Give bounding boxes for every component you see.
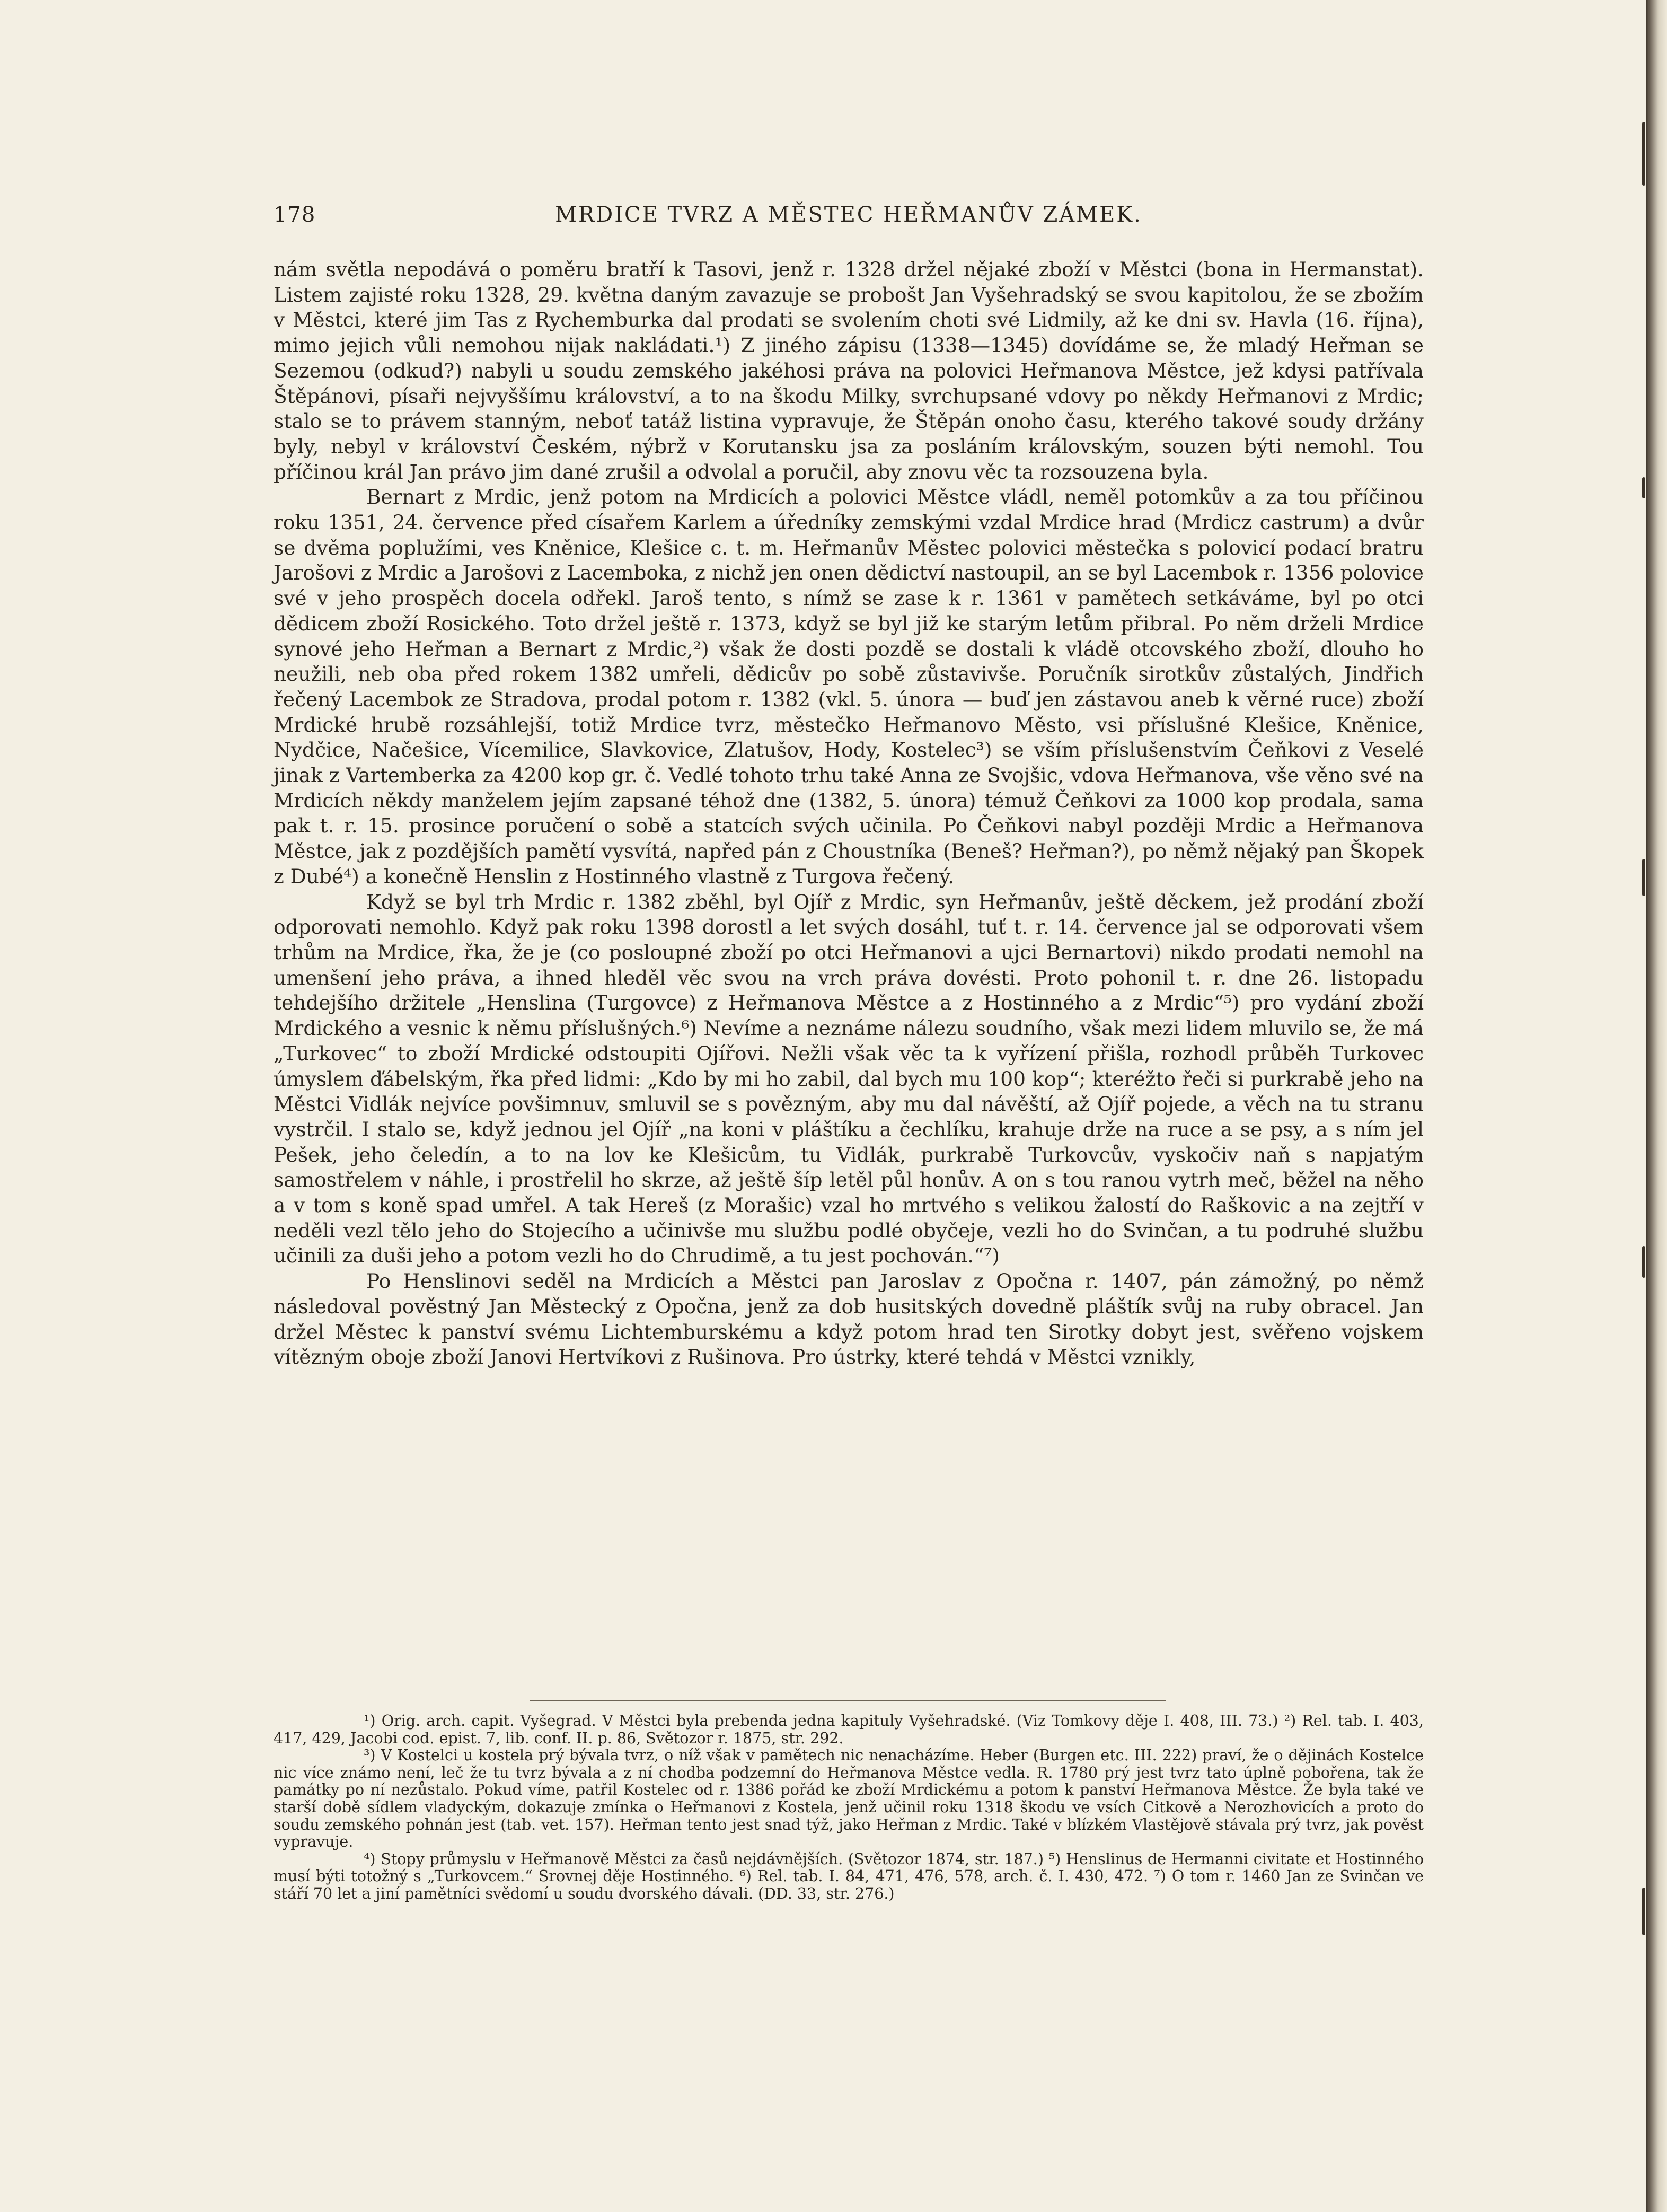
page-header <box>274 203 1424 234</box>
footnote: ³) V Kostelci u kostela prý bývala tvrz, o níž však v pamětech nic nenacházíme. Heber (Burgen etc. III. 222) praví, že o dějinách Kostelce nic více známo není, leč že tu tvrz bývala a z ní chodba podzemní do Heřmanova Městce vedla. R. 1780 prý jest tvrz tato úplně pobořena, tak že památky po ní nezůstalo. Pokud víme, patřil Kostelec od r. 1386 pořád ke zboží Mrdickému a potom k panství Heřmanova Městce. Že byla také ve starší době sídlem vladyckým, dokazuje zmínka o Heřmanovi z Kostela, jenž učinil roku 1318 škodu ve vsích Citkově a Nerozhovicích a proto do soudu zemského pohnán jest (tab. vet. 157). Heřman tento jest snad týž, jako Heřman z Mrdic. Také v blízkém Vlastějově stávala prý tvrz, jak pověst vypravuje. <box>274 1746 1424 1851</box>
footnotes <box>274 1713 1424 1903</box>
paragraph: Bernart z Mrdic, jenž potom na Mrdicích a polovici Městce vládl, neměl potomkův a za tou příčinou roku 1351, 24. července před císařem Karlem a úředníky zemskými vzdal Mrdice hrad (Mrdicz castrum) a dvůr se dvěma poplužími, ves Kněnice, Klešice c. t. m. Heřmanův Městec polovici městečka s polovicí podací bratru Jarošovi z Mrdic a Jarošovi z Lacemboka, z nichž jen onen dědictví nastoupil, an se byl Lacembok r. 1356 polovice své v jeho prospěch docela odřekl. Jaroš tento, s nímž se zase k r. 1361 v pamětech setkáváme, byl po otci dědicem zboží Rosického. Toto držel ještě r. 1373, když se byl již ke starým letům přibral. Po něm drželi Mrdice synové jeho Heřman a Bernart z Mrdic,²) však že dosti pozdě se dostali k vládě otcovského zboží, dlouho ho neužili, neb oba před rokem 1382 umřeli, dědicův po sobě zůstavivše. Poručník sirotkův zůstalých, Jindřich řečený Lacembok ze Stradova, prodal potom r. 1382 (vkl. 5. února — buď jen zástavou aneb k věrné ruce) zboží Mrdické hrubě rozsáhlejší, totiž Mrdice tvrz, městečko Heřmanovo Město, vsi příslušné Klešice, Kněnice, Nydčice, Načešice, Vícemilice, Slavkovice, Zlatušov, Hody, Kostelec³) se vším příslušenstvím Čeňkovi z Veselé jinak z Vartemberka za 4200 kop gr. č. Vedlé tohoto trhu také Anna ze Svojšic, vdova Heřmanova, vše věno své na Mrdicích někdy manželem jejím zapsané téhož dne (1382, 5. února) témuž Čeňkovi za 1000 kop prodala, sama pak t. r. 15. prosince poručení o sobě a statcích svých učinila. Po Čeňkovi nabyl později Mrdic a Heřmanova Městce, jak z pozdějších pamětí vysvítá, napřed pán z Choustníka (Beneš? Heřman?), po němž nějaký pan Škopek z Dubé⁴) a konečně Henslin z Hostinného vlastně z Turgova řečený. <box>274 485 1424 888</box>
paragraph: nám světla nepodává o poměru bratří k Tasovi, jenž r. 1328 držel nějaké zboží v Městci (bona in Hermanstat). Listem zajisté roku 1328, 29. května daným zavazuje se probošt Jan Vyšehradský se svou kapitolou, že se zbožím v Městci, které jim Tas z Rychemburka dal prodati se svolením choti své Lidmily, až ke dni sv. Havla (16. října), mimo jejich vůli nemohou nijak nakládati.¹) Z jiného zápisu (1338—1345) dovídáme se, že mladý Heřman se Sezemou (odkud?) nabyli u soudu zemského jakéhosi práva na polovici Heřmanova Městce, jež kdysi patřívala Štěpánovi, písaři nejvyššímu království, a to na škodu Milky, svrchupsané vdovy po někdy Heřmanovi z Mrdic; stalo se to právem stanným, neboť tatáž listina vypravuje, že Štěpán onoho času, kterého takové soudy držány byly, nebyl v království Českém, nýbrž v Korutansku jsa za posláním královským, souzen býti nemohl. Tou příčinou král Jan právo jim dané zrušil a odvolal a poručil, aby znovu věc ta rozsouzena byla. <box>274 258 1424 484</box>
binding-mark <box>1642 122 1645 186</box>
footnote: ⁴) Stopy průmyslu v Heřmanově Městci za časů nejdávnějších. (Světozor 1874, str. 187.) ⁵) Henslinus de Hermanni civitate et Hostinného musí býti totožný s „Turkovcem.“ Srovnej děje Hostinného. ⁶) Rel. tab. I. 84, 471, 476, 578, arch. č. I. 430, 472. ⁷) O tom r. 1460 Jan ze Svinčan ve stáří 70 let a jiní pamětníci svědomí u soudu dvorského dávali. (DD. 33, str. 276.) <box>274 1850 1424 1902</box>
binding-mark <box>1642 1888 1645 1935</box>
paragraph: Když se byl trh Mrdic r. 1382 zběhl, byl Ojíř z Mrdic, syn Heřmanův, ještě děckem, jež prodání zboží odporovati nemohlo. Když pak roku 1398 dorostl a let svých dosáhl, tuť t. r. 14. července jal se odporovati všem trhům na Mrdice, řka, že je (co posloupné zboží po otci Heřmanovi a ujci Bernartovi) nikdo prodati nemohl na umenšení jeho práva, a ihned hleděl věc svou na vrch práva dovésti. Proto pohonil t. r. dne 26. listopadu tehdejšího držitele „Henslina (Turgovce) z Heřmanova Městce a z Hostinného a z Mrdic“⁵) pro vydání zboží Mrdického a vesnic k němu příslušných.⁶) Nevíme a neznáme nálezu soudního, však mezi lidem mluvilo se, že má „Turkovec“ to zboží Mrdické odstoupiti Ojířovi. Nežli však věc ta k vyřízení přišla, rozhodl průběh Turkovec úmyslem ďábelským, řka před lidmi: „Kdo by mi ho zabil, dal bych mu 100 kop“; kteréžto řeči si purkrabě jeho na Městci Vidlák nejvíce povšimnuv, smluvil se s povězným, aby mu dal návěští, až Ojíř pojede, a věch na tu stranu vystrčil. I stalo se, když jednou jel Ojíř „na koni v pláštíku a čechlíku, krahuje drže na ruce a se psy, a s ním jel Pešek, jeho čeledín, a to na lov ke Klešicům, tu Vidlák, purkrabě Turkovcův, vyskočiv naň s napjatým samostřelem v náhle, i prostřelil ho skrze, až ještě šíp letěl půl honův. A on s tou ranou vytrh meč, běžel na něho a v tom s koně spad umřel. A tak Hereš (z Morašic) vzal ho mrtvého s velikou žalostí do Raškovic a na zejtří v neděli vezl tělo jeho do Stojecího a učinivše mu službu podlé obyčeje, vezli ho do Svinčan, a tu podruhé službu učinili za duši jeho a potom vezli ho do Chrudimě, a tu jest pochován.“⁷) <box>274 890 1424 1268</box>
binding-mark <box>1642 477 1645 498</box>
paragraph: Po Henslinovi seděl na Mrdicích a Městci pan Jaroslav z Opočna r. 1407, pán zámožný, po němž následoval pověstný Jan Městecký z Opočna, jenž za dob husitských dovedně pláštík svůj na ruby obracel. Jan držel Městec k panství svému Lichtemburskému a když potom hrad ten Sirotky dobyt jest, svěřeno vojskem vítězným oboje zboží Janovi Hertvíkovi z Rušinova. Pro ústrky, které tehdá v Městci vznikly, <box>274 1269 1424 1369</box>
page-number: 178 <box>274 203 316 227</box>
binding-mark <box>1642 859 1645 896</box>
main-text <box>274 257 1424 1370</box>
footnote: ¹) Orig. arch. capit. Vyšegrad. V Městci byla prebenda jedna kapituly Vyšehradské. (Viz Tomkovy děje I. 408, III. 73.) ²) Rel. tab. I. 403, 417, 429, Jacobi cod. epist. 7, lib. conf. II. p. 86, Světozor r. 1875, str. 292. <box>274 1712 1424 1747</box>
binding-mark <box>1642 1246 1645 1278</box>
book-binding-edge <box>1646 0 1667 2212</box>
running-title: MRDICE TVRZ A MĚSTEC HEŘMANŮV ZÁMEK. <box>555 203 1142 227</box>
footnote-divider <box>530 1700 1166 1701</box>
